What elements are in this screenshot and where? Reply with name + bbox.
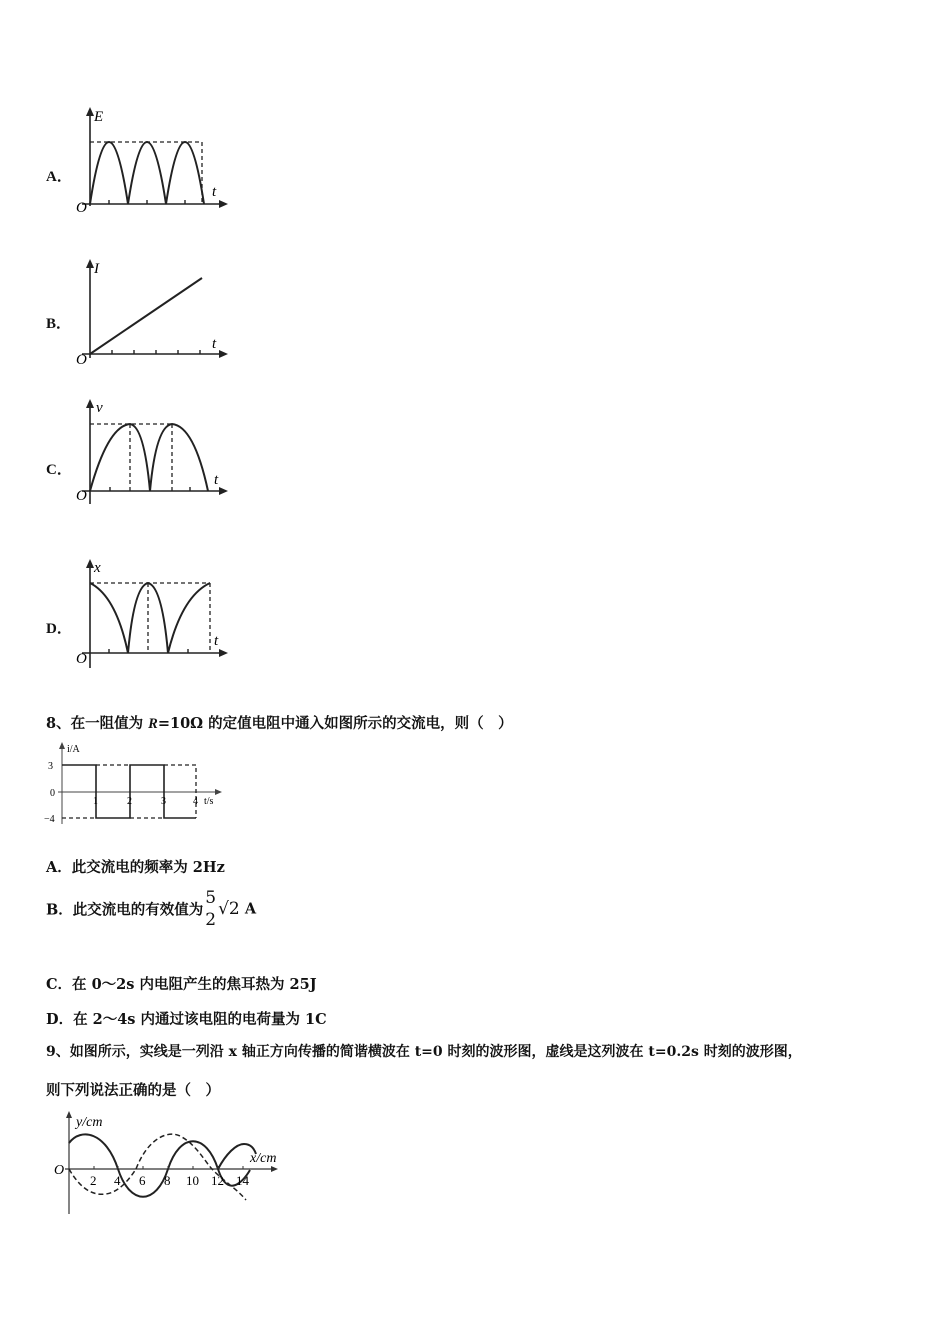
option-a-graph <box>72 104 237 219</box>
option-d-origin: O <box>76 651 87 667</box>
q8-stem: 8、在一阻值为 R=10Ω 的定值电阻中通入如图所示的交流电，则（ ） <box>46 715 513 732</box>
option-d-graph <box>72 556 237 671</box>
option-a-label[interactable]: A． <box>46 169 72 185</box>
q9-stem-line1: 9、如图所示，实线是一列沿 x 轴正方向传播的简谐横波在 t=0 时刻的波形图，虚线是这列波在 t=0.2s 时刻的波形图， <box>46 1044 802 1060</box>
q9-x-tick: 8 <box>164 1173 171 1188</box>
q8-x-tick: 2 <box>127 796 132 807</box>
q9-x-tick: 6 <box>139 1173 146 1188</box>
q8-x-tick: 4 <box>193 796 198 807</box>
option-b-x-label: t <box>212 336 217 352</box>
q9-y-label: y/cm <box>76 1115 103 1130</box>
q9-x-tick: 14 <box>236 1173 249 1188</box>
q9-wave-graph <box>50 1108 290 1218</box>
q8-y-tick: 3 <box>48 761 53 772</box>
q8-graph <box>44 740 229 830</box>
q8-y-label: i/A <box>67 744 80 755</box>
option-c-y-label: v <box>96 400 103 416</box>
q9-x-tick: 4 <box>114 1173 121 1188</box>
q8-option-c[interactable]: C．在 0～2s 内电阻产生的焦耳热为 25J <box>46 976 317 993</box>
option-a-x-label: t <box>212 184 217 200</box>
q9-x-label: x/cm <box>250 1151 277 1166</box>
option-a-y-label: E <box>94 109 104 125</box>
q9-x-tick: 12 <box>211 1173 224 1188</box>
option-b-graph <box>72 256 237 371</box>
option-c-x-label: t <box>214 472 219 488</box>
q8-x-tick: 1 <box>93 796 98 807</box>
q8-x-tick: 3 <box>161 796 166 807</box>
option-b-y-label: I <box>94 261 99 277</box>
option-b-origin: O <box>76 352 87 368</box>
option-a-origin: O <box>76 200 87 216</box>
q8-y-tick: −4 <box>44 814 55 825</box>
q8-x-label: t/s <box>204 796 214 807</box>
fraction: 5 2 <box>205 888 217 930</box>
option-d-label[interactable]: D． <box>46 621 72 637</box>
q8-option-d[interactable]: D．在 2～4s 内通过该电阻的电荷量为 1C <box>46 1011 327 1028</box>
q9-stem-line2: 则下列说法正确的是（ ） <box>46 1082 220 1099</box>
q9-origin: O <box>54 1163 65 1178</box>
q8-option-b[interactable]: B．此交流电的有效值为 5 2 √2 A <box>46 888 257 930</box>
option-d-x-label: t <box>214 633 219 649</box>
option-c-graph <box>72 396 237 511</box>
option-b-label[interactable]: B． <box>46 316 72 332</box>
option-c-origin: O <box>76 488 87 504</box>
option-c-label[interactable]: C． <box>46 462 72 478</box>
q9-x-tick: 10 <box>186 1173 199 1188</box>
q9-x-tick: 2 <box>90 1173 97 1188</box>
q8-option-a[interactable]: A．此交流电的频率为 2Hz <box>46 859 225 876</box>
option-d-y-label: x <box>94 560 101 576</box>
q8-y-tick: 0 <box>50 788 55 799</box>
